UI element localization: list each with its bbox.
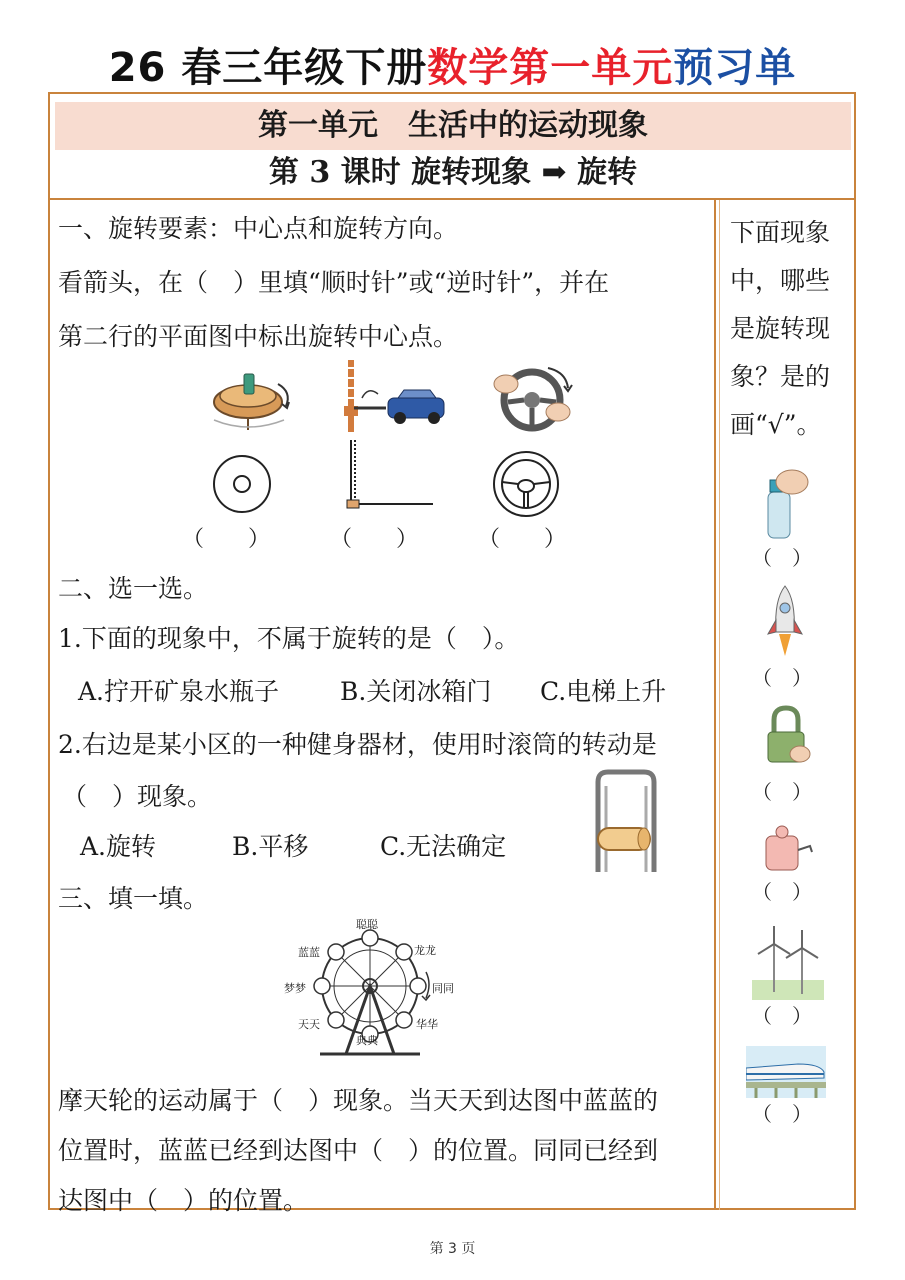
section1-instruction-1: 看箭头，在（ ）里填“顺时针”或“逆时针”，并在	[58, 268, 610, 297]
title-part3: 预习单	[673, 45, 797, 91]
q2-option-a[interactable]: A.旋转	[80, 832, 157, 861]
question-1: 1.下面的现象中，不属于旋转的是（ ）。	[58, 624, 520, 653]
section1-instruction-2: 第二行的平面图中标出旋转中心点。	[58, 322, 459, 351]
lesson-header: 第 3 课时 旋转现象 ➡ 旋转	[268, 155, 638, 190]
wheel-label-diandian: 典典	[356, 1034, 378, 1047]
padlock-image	[760, 704, 814, 774]
column-divider	[714, 200, 716, 1210]
wheel-label-congcong: 聪聪	[356, 918, 378, 931]
wheel-label-huahua: 华华	[416, 1018, 438, 1031]
high-speed-train-image	[746, 1046, 826, 1098]
pencil-sharpener-image	[760, 824, 816, 874]
q1-option-a[interactable]: A.拧开矿泉水瓶子	[78, 677, 280, 706]
section3-line-2: 位置时，蓝蓝已经到达图中（ ）的位置。同同已经到	[58, 1136, 659, 1165]
wheel-label-tongtong: 同同	[432, 982, 454, 995]
section3-line-3: 达图中（ ）的位置。	[58, 1186, 309, 1215]
sidebar-blank-3[interactable]: （ ）	[752, 780, 812, 804]
sidebar-blank-6[interactable]: （ ）	[752, 1102, 812, 1126]
sidebar-blank-4[interactable]: （ ）	[752, 880, 812, 904]
q1-option-b[interactable]: B.关闭冰箱门	[340, 677, 492, 706]
divider	[48, 198, 856, 200]
rocket-image	[762, 582, 808, 660]
sidebar-blank-1[interactable]: （ ）	[752, 546, 812, 570]
sidebar-line-4: 象？是的	[730, 362, 831, 391]
wheel-label-lanlan: 蓝蓝	[298, 946, 320, 959]
wheel-label-tiantian: 天天	[298, 1018, 320, 1031]
question-2-line-1: 2.右边是某小区的一种健身器材，使用时滚筒的转动是	[58, 730, 657, 759]
circle-plan	[210, 452, 274, 516]
wheel-label-mengmeng: 梦梦	[284, 982, 306, 995]
sidebar-line-2: 中，哪些	[730, 266, 831, 295]
q1-option-c[interactable]: C.电梯上升	[540, 677, 667, 706]
q2-option-c[interactable]: C.无法确定	[380, 832, 507, 861]
barrier-gate-image	[340, 358, 450, 438]
q2-option-b[interactable]: B.平移	[232, 832, 309, 861]
page-title	[0, 36, 905, 100]
wind-turbines-image	[752, 924, 824, 1000]
steering-wheel-plan	[490, 448, 562, 520]
section3-heading: 三、填一填。	[58, 884, 209, 913]
question-2-line-2: （ ）现象。	[62, 782, 213, 811]
answer-blank-3[interactable]: （ ）	[478, 527, 567, 552]
steering-wheel-hands-image	[486, 362, 582, 436]
section2-heading: 二、选一选。	[58, 574, 209, 603]
section1-heading: 一、旋转要素：中心点和旋转方向。	[58, 214, 459, 243]
title-part2: 数学第一单元	[427, 45, 674, 91]
answer-blank-1[interactable]: （ ）	[182, 527, 271, 552]
sidebar-blank-2[interactable]: （ ）	[752, 666, 812, 690]
section3-line-1: 摩天轮的运动属于（ ）现象。当天天到达图中蓝蓝的	[58, 1086, 659, 1115]
answer-blank-2[interactable]: （ ）	[330, 527, 419, 552]
wheel-label-longlong: 龙龙	[414, 944, 436, 957]
sidebar-line-3: 是旋转现	[730, 314, 831, 343]
column-divider-inner	[719, 200, 720, 1210]
barrier-plan	[345, 438, 435, 514]
spinning-top-image	[200, 362, 300, 436]
sidebar-line-5: 画“√”。	[730, 410, 822, 439]
page-number: 第 3 页	[429, 1241, 476, 1257]
unit-header: 第一单元 生活中的运动现象	[55, 102, 851, 150]
title-part1: 26 春三年级下册	[108, 45, 428, 91]
sidebar-line-1: 下面现象	[730, 218, 831, 247]
sidebar-blank-5[interactable]: （ ）	[752, 1004, 812, 1028]
bottle-cap-image	[756, 466, 814, 540]
fitness-equipment-image	[584, 768, 664, 876]
